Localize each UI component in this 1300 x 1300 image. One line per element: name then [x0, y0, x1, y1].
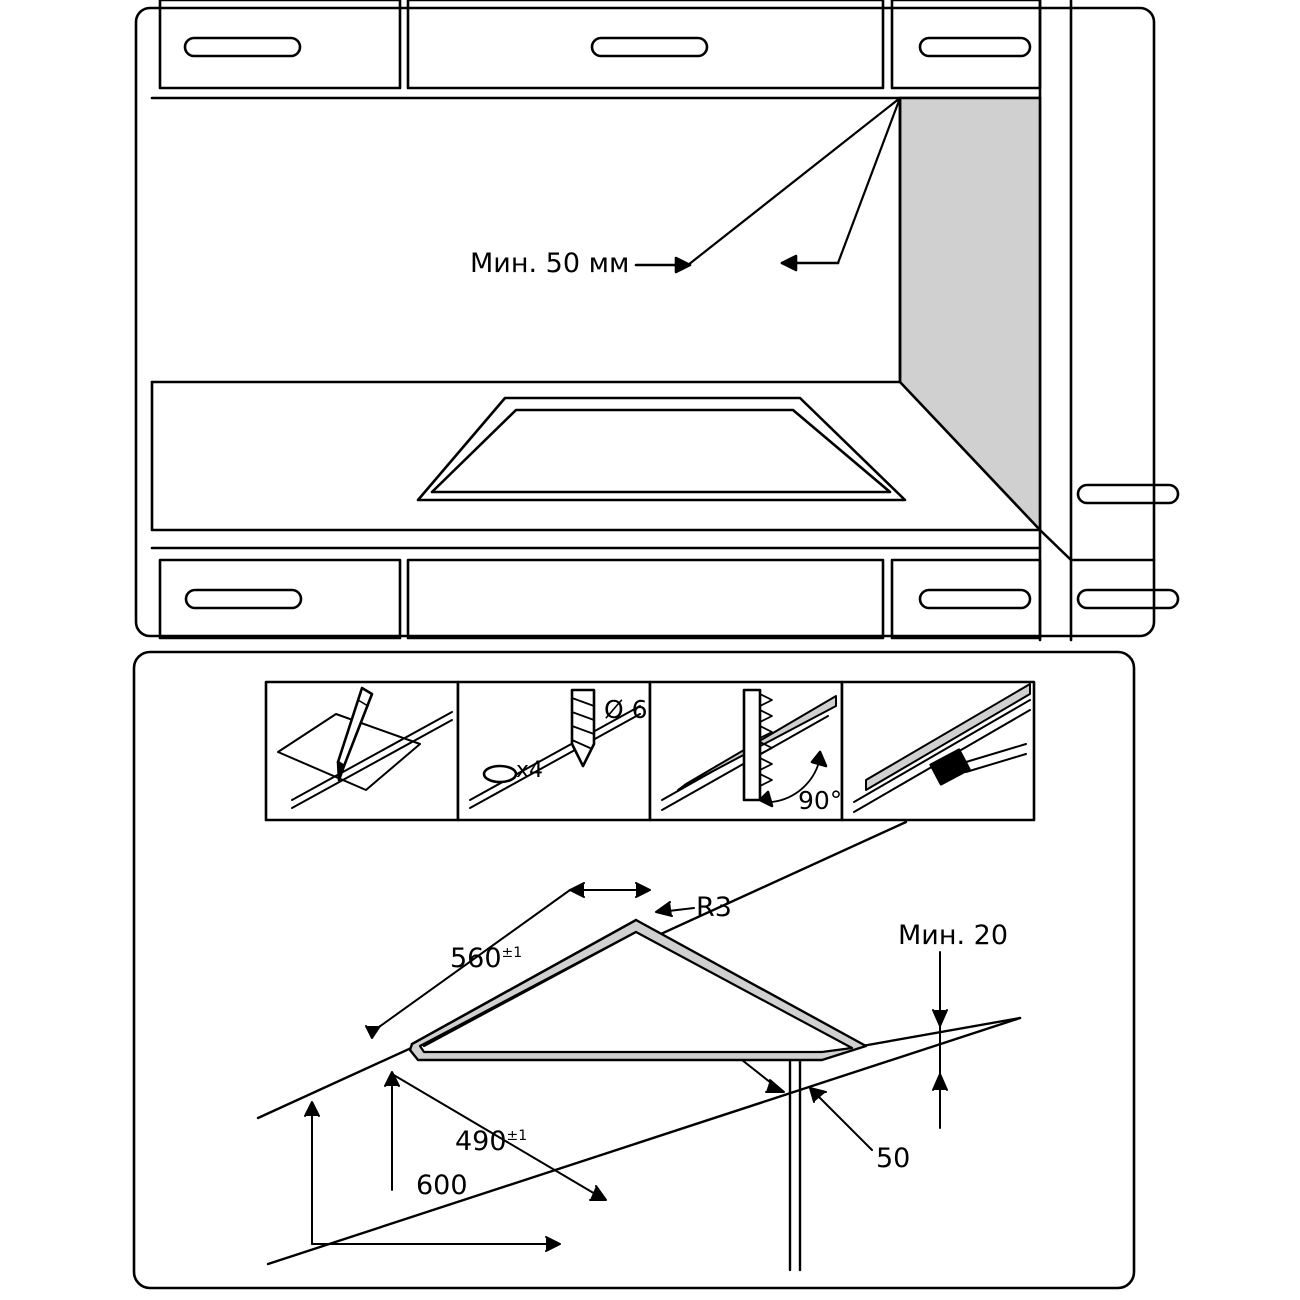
label-drill-count: x4 — [516, 758, 544, 783]
side-shaded-column — [900, 98, 1040, 530]
label-cutout-depth-value: 490 — [455, 1126, 507, 1157]
label-worktop-depth: 600 — [416, 1170, 468, 1201]
label-cutout-width-tolerance: ±1 — [501, 945, 523, 961]
label-cutout-width — [450, 945, 522, 972]
label-min-20: Мин. 20 — [898, 920, 1009, 951]
label-min-50: Мин. 50 мм — [470, 248, 630, 279]
label-corner-radius: R3 — [696, 892, 732, 923]
label-drill-diameter: Ø 6 — [604, 695, 648, 724]
label-cutout-depth — [455, 1128, 527, 1155]
steps-strip — [266, 682, 1034, 820]
label-edge-distance-50: 50 — [876, 1143, 911, 1174]
hob-cutout — [418, 398, 905, 500]
min50-leader — [636, 98, 900, 272]
label-saw-angle: 90° — [798, 786, 843, 815]
upper-cabinets — [160, 0, 1040, 88]
label-cutout-depth-tolerance: ±1 — [506, 1128, 528, 1144]
label-cutout-width-value: 560 — [450, 943, 502, 974]
